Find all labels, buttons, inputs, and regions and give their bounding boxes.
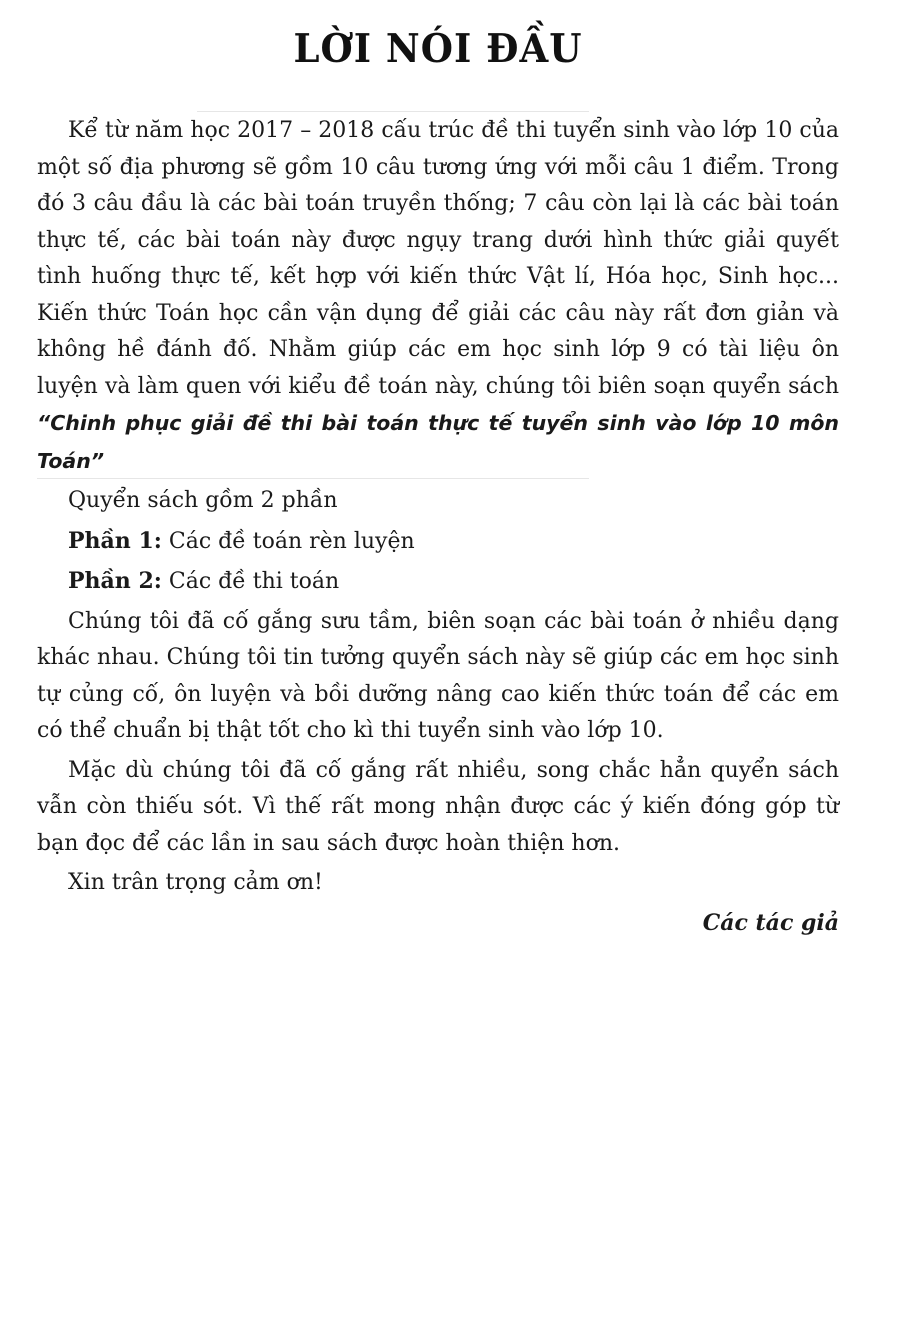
- paragraph-feedback: Mặc dù chúng tôi đã cố gắng rất nhiều, song chắc hẳn quyển sách vẫn còn thiếu sót. Vì thế rất mong nhận được các ý kiến đóng góp từ bạn đọc để các lần in sau sách được hoàn thiện hơn.: [37, 757, 839, 856]
- part-1-label: Phần 1:: [68, 527, 162, 554]
- part-1-text: Các đề toán rèn luyện: [161, 528, 415, 554]
- part-2-label: Phần 2:: [68, 568, 162, 594]
- paragraph-effort: Chúng tôi đã cố gắng sưu tầm, biên soạn các bài toán ở nhiều dạng khác nhau. Chúng tôi tin tưởng quyển sách này sẽ giúp các em học sinh tự củng cố, ôn luyện và bồi dưỡng nâng cao kiến thức toán để các em có thể chuẩn bị thật tốt cho kì thi tuyển sinh vào lớp 10.: [37, 608, 839, 743]
- part-2: [37, 563, 839, 601]
- structure-intro: Quyển sách gồm 2 phần: [68, 488, 338, 513]
- intro-text: Kể từ năm học 2017 – 2018 cấu trúc đề thi tuyển sinh vào lớp 10 của một số địa phương sẽ gồm 10 câu tương ứng với mỗi câu 1 điểm. Trong đó 3 câu đầu là các bài toán truyền thống; 7 câu còn lại là các bài toán thực tế, các bài toán này được ngụy trang dưới hình thức giải quyết tình huống thực tế, kết hợp với kiến thức Vật lí, Hóa học, Sinh học... Kiến thức Toán học cần vận dụng để giải các câu này rất đơn giản và không hề đánh đố. Nhằm giúp các em học sinh lớp 9 có tài liệu ôn luyện và làm quen với kiểu đề toán này, chúng tôi biên soạn quyển sách: [37, 118, 839, 399]
- preface-body: [37, 113, 839, 941]
- intro-paragraph: [37, 113, 839, 480]
- part-1: [37, 523, 839, 561]
- book-title: “Chinh phục giải đề thi bài toán thực tế tuyển sinh vào lớp 10 môn Toán”: [37, 411, 839, 473]
- paragraph-thanks: Xin trân trọng cảm ơn!: [68, 870, 323, 895]
- page-title: LỜI NÓI ĐẦU: [293, 25, 583, 72]
- part-2-text: Các đề thi toán: [161, 569, 340, 594]
- divider-top: [197, 111, 589, 112]
- signature: Các tác giả: [702, 909, 839, 936]
- document-page: [37, 0, 839, 936]
